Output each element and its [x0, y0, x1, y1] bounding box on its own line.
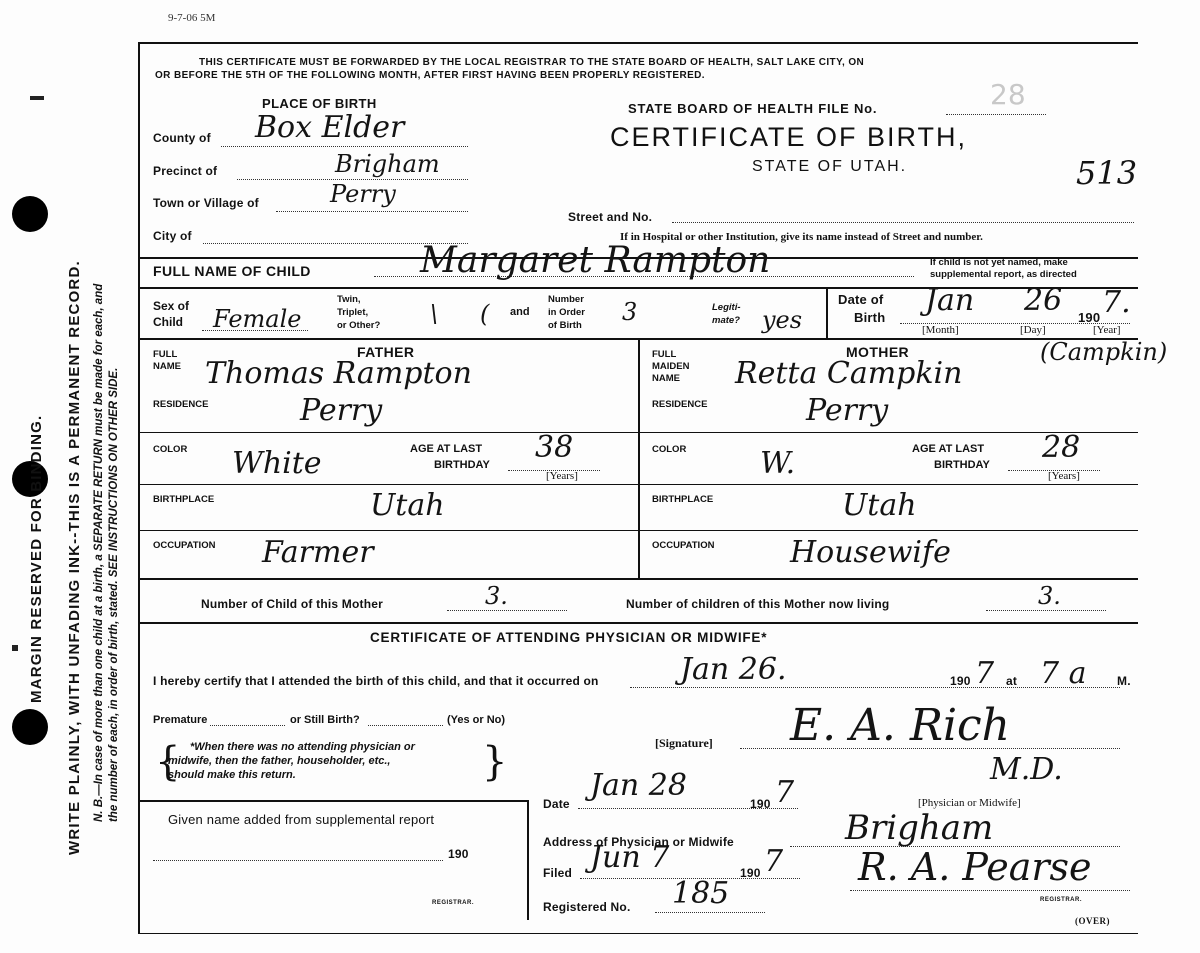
over-label: (OVER) — [1075, 916, 1110, 926]
mother-birthplace-label: BIRTHPLACE — [652, 494, 714, 505]
registered-value: 185 — [672, 876, 730, 911]
form-bottom-border — [138, 933, 1138, 934]
dob-label-1: Date of — [838, 292, 884, 307]
sex-value: Female — [213, 305, 302, 333]
row-line-parents-bottom — [138, 578, 1138, 580]
signature-label: [Signature] — [655, 736, 713, 750]
side-write-note: WRITE PLAINLY, WITH UNFADING INK--THIS IS A PERMANENT RECORD. — [66, 260, 83, 855]
number-label-3: of Birth — [548, 320, 582, 331]
premature-line — [210, 725, 285, 726]
child-of-mother-value: 3. — [485, 582, 508, 610]
form-code: 9-7-06 5M — [168, 12, 216, 24]
side-margin-note: MARGIN RESERVED FOR BINDING. — [28, 414, 45, 703]
dob-divider — [826, 287, 828, 338]
registrar-signature: R. A. Pearse — [858, 845, 1092, 889]
dob-year-bracket: [Year] — [1093, 324, 1121, 336]
note-brace-left: { — [155, 739, 181, 785]
town-value: Perry — [330, 180, 396, 208]
number-label-2: in Order — [548, 307, 585, 318]
row-line-sex-top — [138, 287, 1138, 289]
father-age-label-2: BIRTHDAY — [434, 459, 490, 471]
occurred-month-day: Jan 26. — [680, 652, 787, 687]
dob-day-bracket: [Day] — [1020, 324, 1046, 336]
mother-birthplace-line — [638, 530, 1138, 531]
address-label: Address of Physician or Midwife — [543, 835, 734, 849]
no-physician-note-1: *When there was no attending physician or — [190, 741, 415, 753]
dob-year-digit: 7. — [1102, 285, 1131, 320]
father-color-label: COLOR — [153, 444, 188, 455]
father-color-line — [138, 484, 638, 485]
dob-month-bracket: [Month] — [922, 324, 959, 336]
premature-label: Premature — [153, 714, 208, 726]
street-note: If in Hospital or other Institution, give its name instead of Street and number. — [620, 231, 983, 243]
county-line — [221, 146, 468, 147]
registrar-label: REGISTRAR. — [1040, 897, 1083, 903]
mother-age-label-2: BIRTHDAY — [934, 459, 990, 471]
twin-mark: \ — [430, 300, 439, 328]
form-top-border — [138, 42, 1138, 44]
mother-color-line — [638, 484, 1138, 485]
supplemental-box-right — [527, 800, 529, 920]
child-name-value: Margaret Rampton — [420, 240, 771, 281]
mother-name-label-3: NAME — [652, 373, 680, 384]
supplemental-box-top — [138, 800, 528, 802]
street-line — [672, 222, 1134, 223]
header-line-1: THIS CERTIFICATE MUST BE FORWARDED BY THE LOCAL REGISTRAR TO THE STATE BOARD OF HEALTH, SALT LAKE CITY, ON — [199, 57, 865, 68]
at-label: at — [1006, 674, 1018, 688]
father-name-label-2: NAME — [153, 361, 181, 372]
twin-label-2: Triplet, — [337, 307, 369, 318]
number-label-1: Number — [548, 294, 584, 305]
still-birth-label: or Still Birth? — [290, 714, 360, 726]
registered-line — [655, 912, 765, 913]
dob-year-prefix: 190 — [1078, 310, 1101, 325]
not-named-note-1: If child is not yet named, make — [930, 257, 1068, 268]
header-line-2: OR BEFORE THE 5TH OF THE FOLLOWING MONTH, AFTER FIRST HAVING BEEN PROPERLY REGISTERED. — [155, 70, 705, 81]
address-value: Brigham — [845, 808, 994, 848]
father-birthplace-line — [138, 530, 638, 531]
child-of-mother-label: Number of Child of this Mother — [201, 597, 383, 611]
dob-day: 26 — [1024, 283, 1063, 318]
town-line — [276, 211, 468, 212]
no-physician-note-3: should make this return. — [168, 769, 296, 781]
sex-label-1: Sex of — [153, 299, 190, 313]
filed-year-prefix: 190 — [740, 866, 761, 880]
father-occupation-label: OCCUPATION — [153, 540, 216, 551]
mother-name-value: Retta Campkin — [735, 356, 963, 391]
no-physician-note-2: midwife, then the father, householder, etc., — [168, 755, 391, 767]
row-line-physician-top — [138, 622, 1138, 624]
number-value: 3 — [622, 298, 638, 326]
md-value: M.D. — [990, 752, 1063, 787]
supplemental-line — [153, 860, 443, 861]
father-heading: FATHER — [357, 344, 415, 360]
still-birth-line — [368, 725, 443, 726]
place-of-birth-heading: PLACE OF BIRTH — [262, 96, 377, 111]
county-label: County of — [153, 131, 211, 145]
margin-mark-2 — [12, 645, 18, 651]
mother-name-label-2: MAIDEN — [652, 361, 690, 372]
filed-year-digit: 7 — [764, 844, 784, 879]
certify-text: I hereby certify that I attended the birth of this child, and that it occurred on — [153, 674, 599, 688]
father-age-label-1: AGE AT LAST — [410, 443, 483, 455]
county-value: Box Elder — [255, 110, 405, 145]
occurred-year-prefix: 190 — [950, 674, 971, 688]
father-birthplace-value: Utah — [370, 488, 445, 523]
father-name-label-1: FULL — [153, 349, 178, 360]
physician-heading: CERTIFICATE OF ATTENDING PHYSICIAN OR MIDWIFE* — [370, 630, 768, 645]
signature-value: E. A. Rich — [790, 700, 1011, 751]
occurred-time: 7 a — [1040, 656, 1087, 691]
certificate-title: CERTIFICATE OF BIRTH, — [610, 122, 968, 152]
file-number-handwritten: 513 — [1076, 154, 1138, 192]
side-nb-line-2: the number of each, in order of birth, stated. SEE INSTRUCTIONS ON OTHER SIDE. — [108, 367, 120, 822]
mother-occupation-label: OCCUPATION — [652, 540, 715, 551]
mother-age-label-1: AGE AT LAST — [912, 443, 985, 455]
living-value: 3. — [1038, 582, 1061, 610]
twin-label-3: or Other? — [337, 320, 381, 331]
certificate-subtitle: STATE OF UTAH. — [752, 158, 908, 175]
living-line — [986, 610, 1106, 611]
dob-label-2: Birth — [854, 310, 886, 325]
margin-mark-1 — [30, 96, 44, 100]
sex-label-2: Child — [153, 315, 183, 329]
date-label: Date — [543, 797, 570, 811]
filed-label: Filed — [543, 866, 573, 880]
twin-mark-2: ( — [480, 300, 490, 328]
binding-hole-bottom — [12, 709, 48, 745]
file-no-value: 28 — [990, 78, 1026, 111]
legit-label-1: Legiti- — [712, 302, 741, 313]
mother-residence-label: RESIDENCE — [652, 399, 708, 410]
child-of-mother-line — [447, 610, 567, 611]
filed-value: Jun 7 — [590, 840, 670, 875]
binding-hole-top — [12, 196, 48, 232]
mother-occupation-value: Housewife — [790, 535, 951, 570]
child-name-label: FULL NAME OF CHILD — [153, 263, 311, 279]
mother-heading: MOTHER — [846, 344, 910, 360]
father-name-value: Thomas Rampton — [205, 356, 472, 391]
file-no-line — [946, 114, 1046, 115]
registrar-line — [850, 890, 1130, 891]
father-years-bracket: [Years] — [546, 470, 578, 482]
dob-month: Jan — [925, 283, 975, 318]
supplemental-label: Given name added from supplemental report — [168, 812, 435, 827]
mother-age-value: 28 — [1042, 430, 1081, 465]
registered-label: Registered No. — [543, 900, 631, 914]
father-occupation-value: Farmer — [262, 535, 374, 570]
supplemental-registrar-label: REGISTRAR. — [432, 900, 475, 906]
mother-color-label: COLOR — [652, 444, 687, 455]
mother-name-correction: (Campkin) — [1040, 338, 1168, 366]
m-label: M. — [1117, 674, 1131, 688]
father-age-value: 38 — [535, 430, 574, 465]
father-residence-label: RESIDENCE — [153, 399, 209, 410]
mother-birthplace-value: Utah — [842, 488, 917, 523]
date-value: Jan 28 — [590, 768, 687, 803]
occurred-year-digit: 7 — [975, 656, 995, 691]
note-brace-right: } — [482, 739, 508, 785]
twin-label-1: Twin, — [337, 294, 361, 305]
father-birthplace-label: BIRTHPLACE — [153, 494, 215, 505]
living-label: Number of children of this Mother now living — [626, 597, 890, 611]
mother-years-bracket: [Years] — [1048, 470, 1080, 482]
precinct-label: Precinct of — [153, 164, 218, 178]
mother-color-value: W. — [760, 446, 796, 481]
and-label: and — [510, 306, 530, 318]
city-label: City of — [153, 229, 192, 243]
father-residence-value: Perry — [300, 393, 383, 428]
physician-or-midwife-bracket: [Physician or Midwife] — [918, 797, 1021, 809]
mother-residence-value: Perry — [806, 393, 889, 428]
supplemental-year-prefix: 190 — [448, 847, 469, 861]
not-named-note-2: supplemental report, as directed — [930, 269, 1077, 280]
yes-no-label: (Yes or No) — [447, 714, 506, 726]
date-year-digit: 7 — [775, 775, 795, 810]
father-color-value: White — [232, 446, 322, 481]
legit-label-2: mate? — [712, 315, 740, 326]
town-label: Town or Village of — [153, 196, 259, 210]
legit-value: yes — [762, 306, 803, 334]
precinct-value: Brigham — [335, 150, 440, 178]
mother-name-label-1: FULL — [652, 349, 677, 360]
side-nb-line-1: N. B.—In case of more than one child at a birth, a SEPARATE RETURN must be made for each, and — [93, 283, 105, 822]
file-no-label: STATE BOARD OF HEALTH FILE No. — [628, 101, 878, 116]
street-label: Street and No. — [568, 210, 653, 224]
parents-center-divider — [638, 338, 640, 578]
date-year-prefix: 190 — [750, 797, 771, 811]
